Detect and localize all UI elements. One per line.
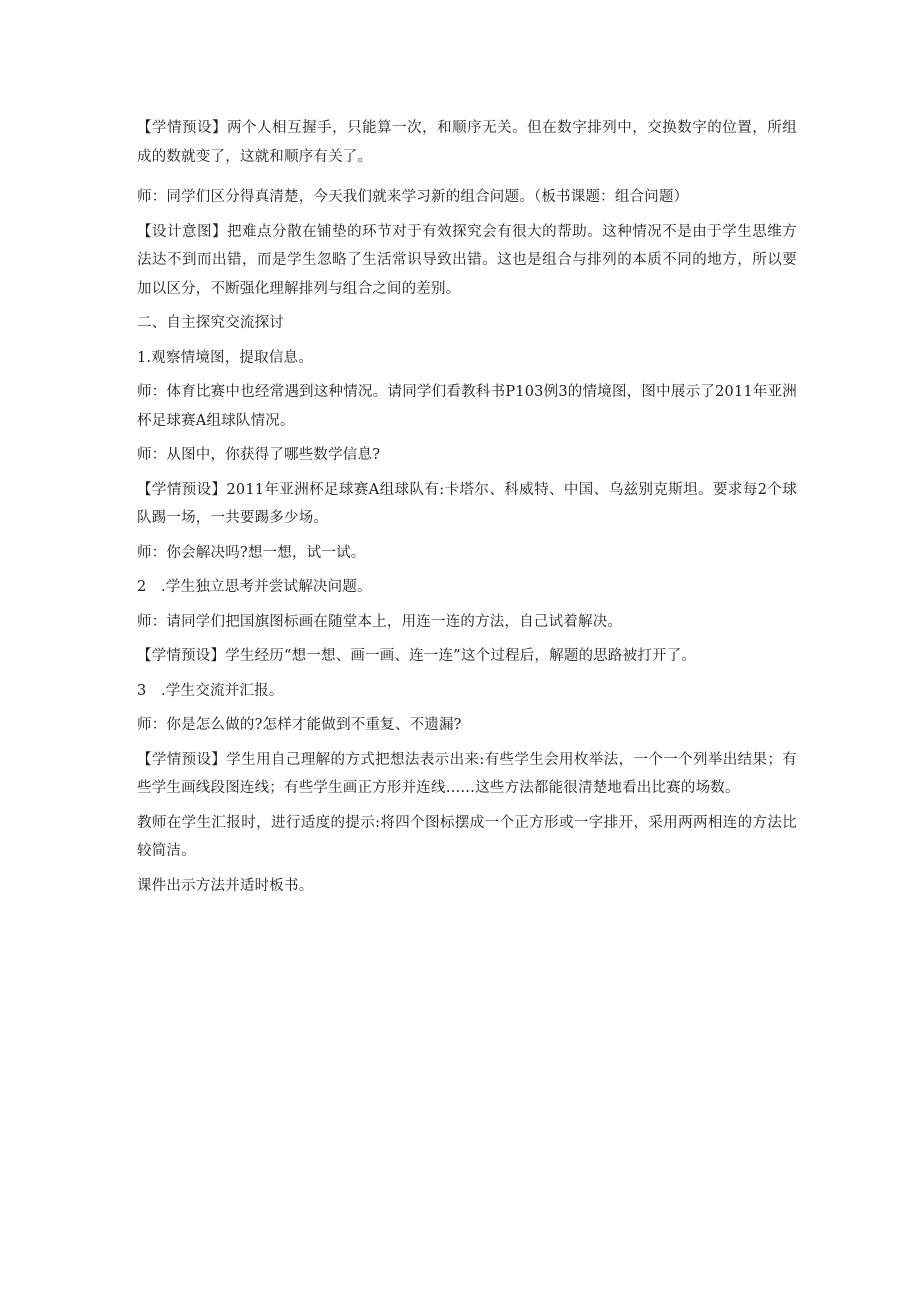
paragraph-teacher-hint: 教师在学生汇报时，进行适度的提示:将四个图标摆成一个正方形或一字排开，采用两两相连的方法比较简洁。 xyxy=(137,814,797,859)
paragraph-learning-preset-think: 【学情预设】学生经历“想一想、画一画、连一连”这个过程后，解题的思路被打开了。 xyxy=(137,648,697,664)
paragraph-teacher-try: 师：你会解决吗?想一想，试一试。 xyxy=(137,544,366,561)
paragraph-design-intent: 【设计意图】把难点分散在铺垫的环节对于有效探究会有很大的帮助。这种情况不是由于学生思维方法达不到而出错，而是学生忽略了生活常识导致出错。这也是组合与排列的本质不同的地方，所以要加以区分，不断强化理解排列与组合之间的差别。 xyxy=(137,223,797,297)
step-3-report: 3 .学生交流并汇报。 xyxy=(137,682,284,699)
paragraph-teacher-sports: 师：体育比赛中也经常遇到这种情况。请同学们看教科书P103例3的情境图，图中展示了2011年亚洲杯足球赛A组球队情况。 xyxy=(137,384,797,429)
paragraph-learning-preset-methods: 【学情预设】学生用自己理解的方式把想法表示出来:有些学生会用枚举法，一个一个列举出结果；有些学生画线段图连线；有些学生画正方形并连线……这些方法都能很清楚地看出比赛的场数。 xyxy=(137,751,797,796)
paragraph-teacher-intro-combination: 师：同学们区分得真清楚，今天我们就来学习新的组合问题。（板书课题：组合问题） xyxy=(137,189,689,205)
paragraph-learning-preset-handshake: 【学情预设】两个人相互握手，只能算一次，和顺序无关。但在数字排列中，交换数字的位置，所组成的数就变了，这就和顺序有关了。 xyxy=(137,120,797,165)
paragraph-teacher-how: 师：你是怎么做的?怎样才能做到不重复、不遗漏? xyxy=(137,717,462,733)
step-2-independent: 2 .学生独立思考并尝试解决问题。 xyxy=(137,579,372,595)
paragraph-courseware: 课件出示方法并适时板书。 xyxy=(137,877,314,894)
paragraph-teacher-question-info: 师：从图中，你获得了哪些数学信息? xyxy=(137,447,381,463)
document-page xyxy=(137,114,797,906)
step-1-observe: 1.观察情境图，提取信息。 xyxy=(137,349,313,366)
section-heading-explore: 二、自主探究交流探讨 xyxy=(137,315,284,331)
paragraph-learning-preset-teams: 【学情预设】2011年亚洲杯足球赛A组球队有:卡塔尔、科威特、中国、乌兹别克斯坦。要求每2个球队踢一场，一共要踢多少场。 xyxy=(137,481,797,526)
paragraph-teacher-draw-flags: 师：请同学们把国旗图标画在随堂本上，用连一连的方法，自己试着解决。 xyxy=(137,613,623,630)
